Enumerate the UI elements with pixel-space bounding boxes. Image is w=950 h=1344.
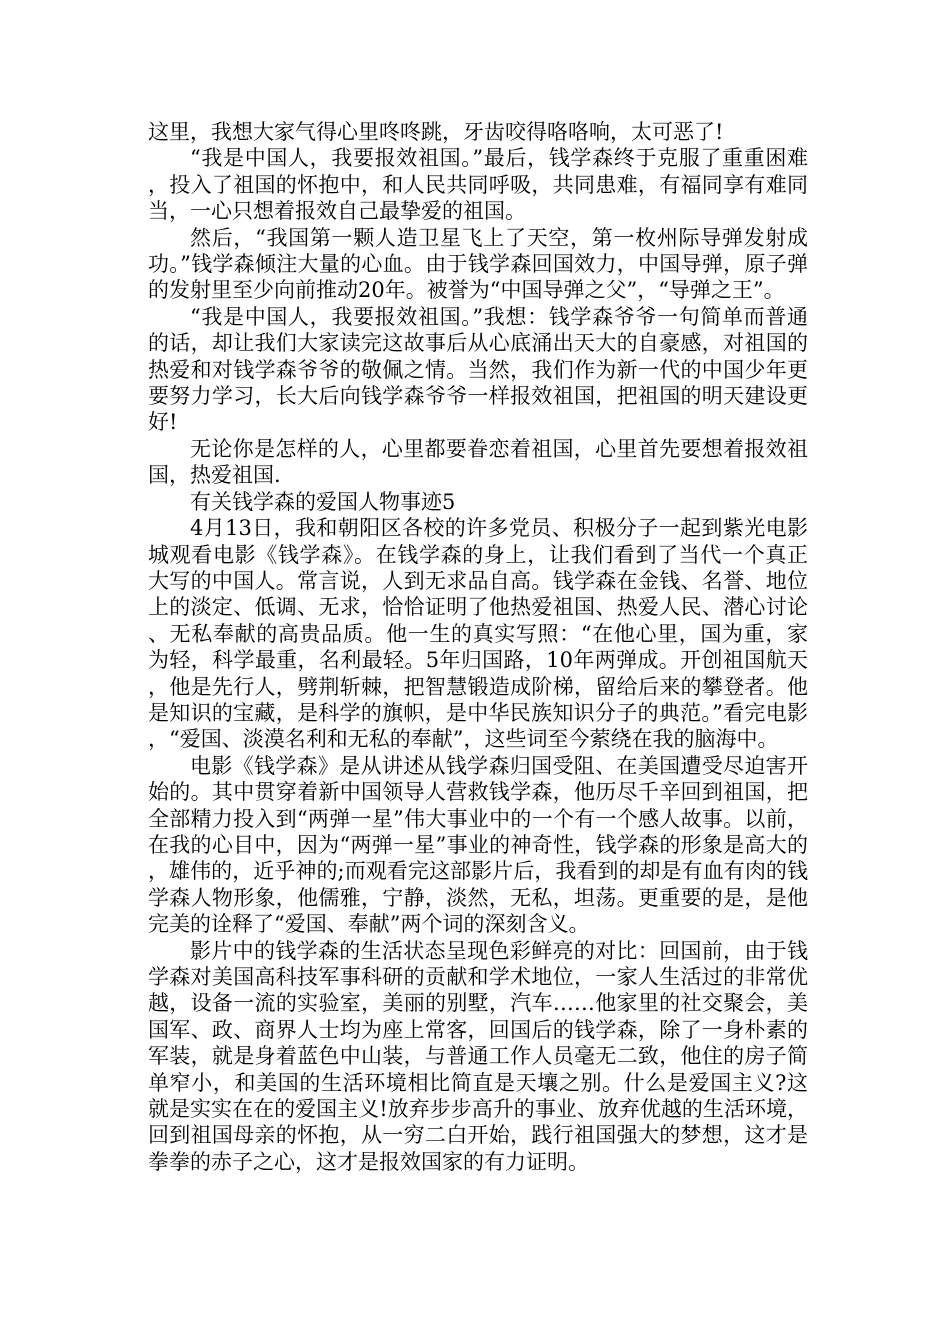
paragraph-4: “我是中国人，我要报效祖国。”我想：钱学森爷爷一句简单而普通的话，却让我们大家读完这故事后从心底涌出天大的自豪感，对祖国的热爱和对钱学森爷爷的敬佩之情。当然，我们作为新一代的中国少年更要努力学习，长大后向钱学森爷爷一样报效祖国，把祖国的明天建设更好! <box>148 304 808 435</box>
paragraph-2: “我是中国人，我要报效祖国。”最后，钱学森终于克服了重重困难，投入了祖国的怀抱中，和人民共同呼吸，共同患难，有福同享有难同当，一心只想着报效自己最挚爱的祖国。 <box>148 146 808 224</box>
paragraph-3: 然后，“我国第一颗人造卫星飞上了天空，第一枚州际导弹发射成功。”钱学森倾注大量的心血。由于钱学森回国效力，中国导弹，原子弹的发射里至少向前推动20年。被誉为“中国导弹之父”，“导弹之王”。 <box>148 225 808 303</box>
section-heading: 有关钱学森的爱国人物事迹5 <box>190 489 456 514</box>
paragraph-8: 影片中的钱学森的生活状态呈现色彩鲜亮的对比：回国前，由于钱学森对美国高科技军事科研的贡献和学术地位，一家人生活过的非常优越，设备一流的实验室，美丽的别墅，汽车……他家里的社交聚会，美国军、政、商界人士均为座上常客，回国后的钱学森，除了一身朴素的军装，就是身着蓝色中山装，与普通工作人员毫无二致，他住的房子简单窄小，和美国的生活环境相比简直是天壤之别。什么是爱国主义?这就是实实在在的爱国主义!放弃步步高升的事业、放弃优越的生活环境，回到祖国母亲的怀抱，从一穷二白开始，践行祖国强大的梦想，这才是拳拳的赤子之心，这才是报效国家的有力证明。 <box>148 938 808 1174</box>
document-page <box>148 119 808 1175</box>
paragraph-5: 无论你是怎样的人，心里都要眷恋着祖国，心里首先要想着报效祖国，热爱祖国. <box>148 436 808 488</box>
paragraph-7: 电影《钱学森》是从讲述从钱学森归国受阻、在美国遭受尽迫害开始的。其中贯穿着新中国领导人营救钱学森，他历尽千辛回到祖国，把全部精力投入到“两弹一星”伟大事业中的一个有一个感人故事。以前，在我的心目中，因为“两弹一星”事业的神奇性，钱学森的形象是高大的，雄伟的，近乎神的;而观看完这部影片后，我看到的却是有血有肉的钱学森人物形象，他儒雅，宁静，淡然，无私，坦荡。更重要的是，是他完美的诠释了“爱国、奉献”两个词的深刻含义。 <box>148 753 808 937</box>
paragraph-1: 这里，我想大家气得心里咚咚跳，牙齿咬得咯咯响，太可恶了! <box>148 120 724 144</box>
paragraph-6: 4月13日，我和朝阳区各校的许多党员、积极分子一起到紫光电影城观看电影《钱学森》。在钱学森的身上，让我们看到了当代一个真正大写的中国人。常言说，人到无求品自高。钱学森在金钱、名誉、地位上的淡定、低调、无求，恰恰证明了他热爱祖国、热爱人民、潜心讨论、无私奉献的高贵品质。他一生的真实写照：“在他心里，国为重，家为轻，科学最重，名利最轻。5年归国路，10年两弹成。开创祖国航天，他是先行人，劈荆斩棘，把智慧锻造成阶梯，留给后来的攀登者。他是知识的宝藏，是科学的旗帜，是中华民族知识分子的典范。”看完电影，“爱国、淡漠名利和无私的奉献”，这些词至今萦绕在我的脑海中。 <box>148 516 808 752</box>
